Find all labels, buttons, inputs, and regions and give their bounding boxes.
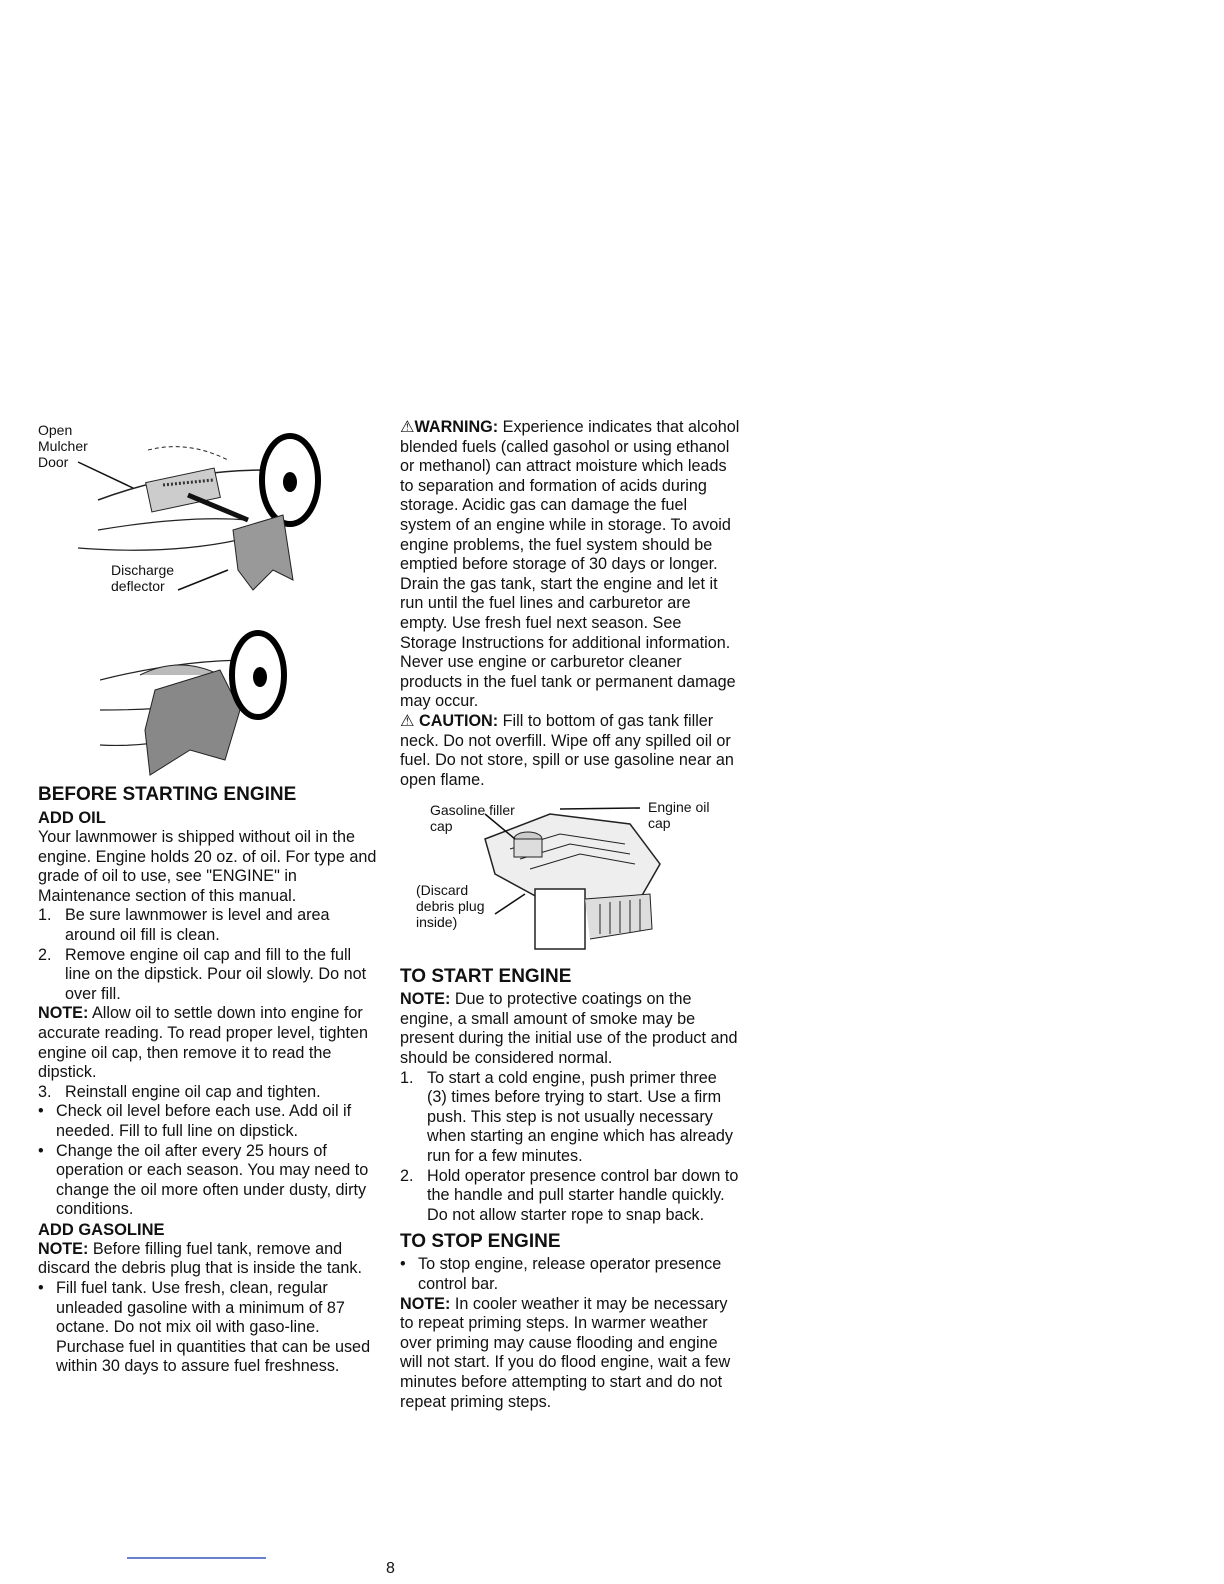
add-gasoline-bullets bbox=[38, 1279, 380, 1377]
open-mulcher-door-label: Open Mulcher Door bbox=[38, 422, 88, 470]
add-oil-bullets bbox=[38, 1102, 380, 1220]
stop-bullets bbox=[400, 1255, 740, 1294]
to-start-engine-heading: TO START ENGINE bbox=[400, 966, 572, 988]
list-item: • Fill fuel tank. Use fresh, clean, regular unleaded gasoline with a minimum of 87 octane. Do not mix oil with gaso-line. Purchase fuel in quantities that can be used within 30 days to assure fuel freshness. bbox=[38, 1279, 371, 1376]
add-gasoline-note: NOTE: Before filling fuel tank, remove and discard the debris plug that is inside the tank. bbox=[38, 1239, 362, 1278]
page-number: 8 bbox=[386, 1560, 395, 1577]
list-item: 1. Be sure lawnmower is level and area around oil fill is clean. bbox=[38, 906, 330, 944]
add-oil-steps bbox=[38, 906, 380, 1004]
list-item: 3. Reinstall engine oil cap and tighten. bbox=[38, 1082, 321, 1101]
add-gasoline-heading: ADD GASOLINE bbox=[38, 1220, 165, 1239]
add-oil-step3 bbox=[38, 1083, 380, 1103]
before-starting-heading: BEFORE STARTING ENGINE bbox=[38, 784, 297, 805]
start-steps bbox=[400, 1069, 740, 1226]
warning-paragraph: ⚠WARNING: Experience indicates that alcohol blended fuels (called gasohol or using ethanol or methanol) can attract moisture which leads to separation and formation of acids during storage. Acidic gas can damage the fuel system of an engine while in storage. To avoid engine problems, the fuel system should be emptied before storage of 30 days or longer. Drain the gas tank, start the engine and let it run until the fuel lines and carburetor are empty. Use fresh fuel next season. See Storage Instructions for additional information. Never use engine or carburetor cleaner products in the fuel tank or permanent damage may occur. bbox=[400, 418, 740, 711]
engine-figure bbox=[400, 794, 740, 962]
discard-debris-plug-label: (Discard debris plug inside) bbox=[416, 882, 485, 931]
footer-rule bbox=[127, 1557, 266, 1559]
discharge-deflector-figure bbox=[100, 630, 300, 780]
list-item: • To stop engine, release operator presence control bar. bbox=[400, 1255, 722, 1293]
add-oil-intro: Your lawnmower is shipped without oil in the engine. Engine holds 20 oz. of oil. For type and grade of oil to use, see "ENGINE" in Maintenance section of this manual. bbox=[38, 828, 377, 905]
to-stop-engine-heading: TO STOP ENGINE bbox=[400, 1231, 561, 1253]
list-item: • Check oil level before each use. Add oil if needed. Fill to full line on dipstick. bbox=[38, 1102, 352, 1140]
right-column bbox=[400, 418, 740, 1412]
warning-triangle-icon: ⚠ bbox=[400, 418, 415, 436]
left-column bbox=[38, 784, 380, 1377]
engine-oil-cap-label: Engine oil cap bbox=[648, 799, 710, 832]
start-note: NOTE: Due to protective coatings on the engine, a small amount of smoke may be present during the initial use of the product and should be considered normal. bbox=[400, 990, 738, 1068]
gasoline-filler-cap-label: Gasoline filler cap bbox=[430, 802, 515, 835]
discharge-deflector-illustration bbox=[100, 630, 300, 780]
list-item: 2. Hold operator presence control bar down to the handle and pull starter handle quickly. Do not allow starter rope to snap back. bbox=[400, 1166, 739, 1224]
add-oil-note: NOTE: Allow oil to settle down into engine for accurate reading. To read proper level, tighten engine oil cap, then remove it to read the dipstick. bbox=[38, 1004, 368, 1082]
list-item: 1. To start a cold engine, push primer three (3) times before trying to start. Use a firm push. This step is not usually necessary when starting an engine which has already run for a few minutes. bbox=[400, 1068, 733, 1166]
discharge-deflector-label: Discharge deflector bbox=[111, 562, 175, 594]
stop-note: NOTE: In cooler weather it may be necessary to repeat priming steps. In warmer weather over priming may cause flooding and engine will not start. If you do flood engine, wait a few minutes before attempting to start and do not repeat priming steps. bbox=[400, 1294, 731, 1411]
list-item: 2. Remove engine oil cap and fill to the full line on the dipstick. Pour oil slowly. Do not over fill. bbox=[38, 945, 367, 1003]
mulcher-door-figure bbox=[38, 420, 338, 620]
caution-paragraph: ⚠ CAUTION: Fill to bottom of gas tank filler neck. Do not overfill. Wipe off any spilled oil or fuel. Do not store, spill or use gasoline near an open flame. bbox=[400, 711, 734, 789]
add-oil-heading: ADD OIL bbox=[38, 809, 106, 827]
list-item: • Change the oil after every 25 hours of operation or each season. You may need to change the oil more often under dusty, dirty conditions. bbox=[38, 1141, 369, 1219]
caution-triangle-icon: ⚠ bbox=[400, 711, 415, 730]
